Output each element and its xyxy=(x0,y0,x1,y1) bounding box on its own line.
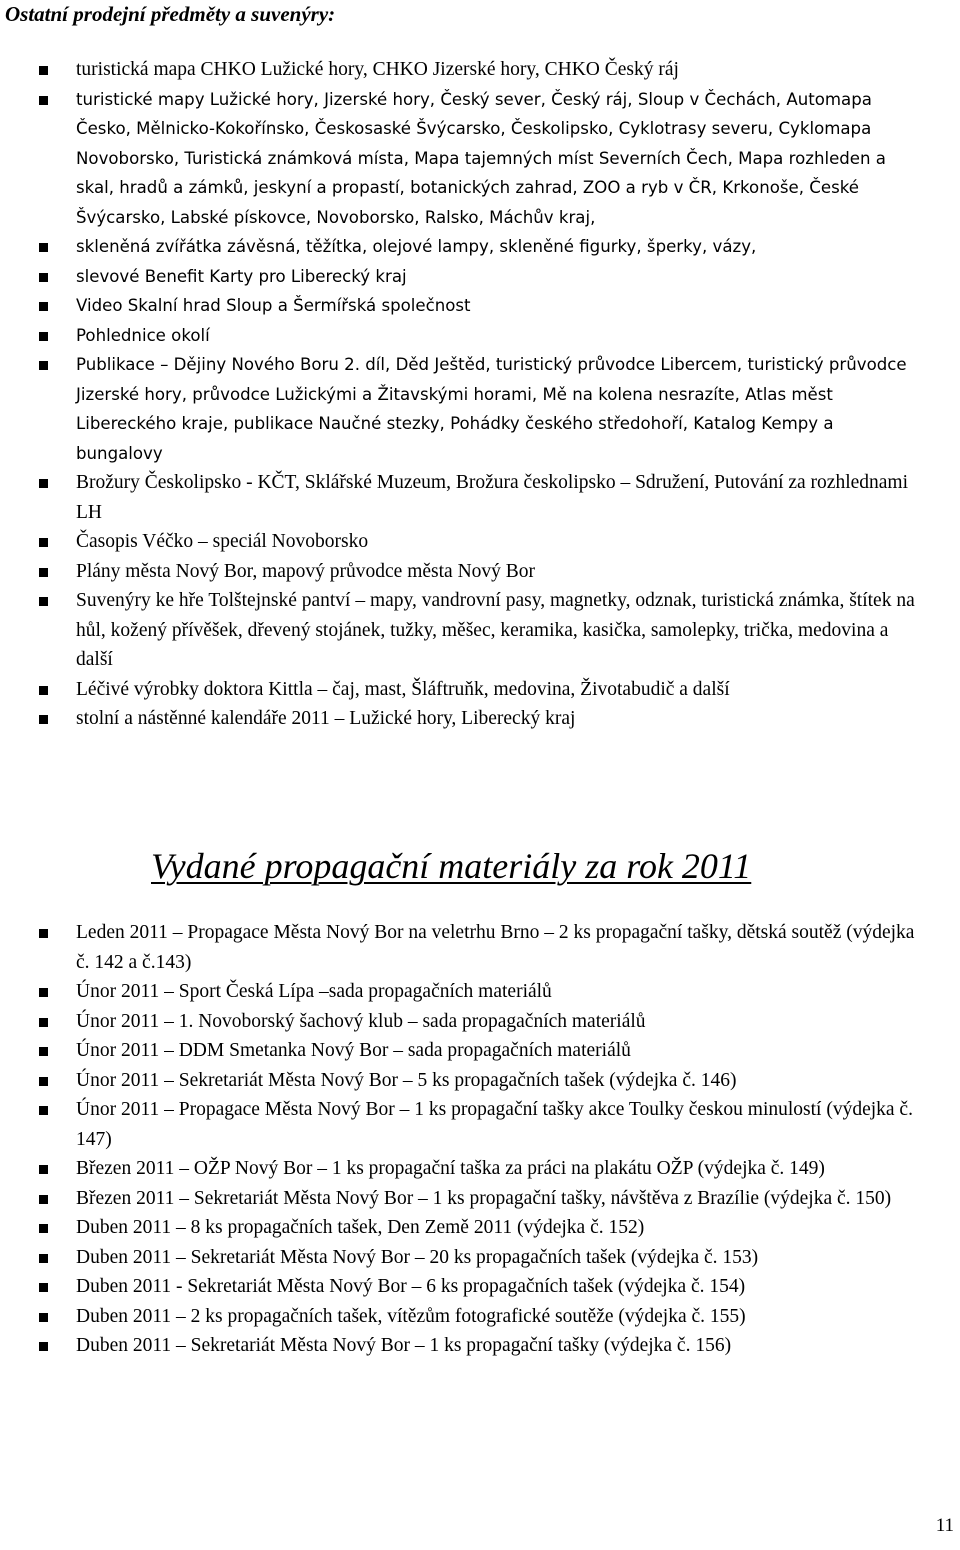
list-item xyxy=(39,1066,919,1096)
list-item-text: Publikace – Dějiny Nového Boru 2. díl, Děd Ještěd, turistický průvodce Libercem, turistický průvodce Jizerské hory, průvodce Lužickými a Žitavskými horami, Mě na kolena nesrazíte, Atlas měst Libereckého kraje, publikace Naučné stezky, Pohádky českého středohoří, Katalog Kempy a bungalovy xyxy=(76,355,907,463)
list-item-text: Pohlednice okolí xyxy=(76,325,210,345)
square-bullet-icon xyxy=(39,273,48,282)
section-heading-materials: Vydané propagační materiály za rok 2011 xyxy=(151,846,752,886)
square-bullet-icon xyxy=(39,686,48,695)
list-item-text: Brožury Českolipsko - KČT, Sklářské Muzeum, Brožura českolipsko – Sdružení, Putování za rozhlednami LH xyxy=(76,472,909,523)
list-item-text: Únor 2011 – DDM Smetanka Nový Bor – sada propagačních materiálů xyxy=(76,1040,631,1061)
list-item-text: Léčivé výrobky doktora Kittla – čaj, mast, Šláftruňk, medovina, Životabudič a další xyxy=(76,678,730,700)
list-item-text: Duben 2011 – Sekretariát Města Nový Bor – 1 ks propagační tašky (výdejka č. 156) xyxy=(76,1335,732,1356)
square-bullet-icon xyxy=(39,1047,48,1056)
list-item xyxy=(39,1184,919,1214)
list-item-text: Časopis Véčko – speciál Novoborsko xyxy=(76,531,369,552)
list-item xyxy=(39,321,919,351)
square-bullet-icon xyxy=(39,1195,48,1204)
list-item-text: turistické mapy Lužické hory, Jizerské hory, Český sever, Český ráj, Sloup v Čechách, Automapa Česko, Mělnicko-Kokořínsko, Českosaské Švýcarsko, Českolipsko, Cyklotrasy severu, Cyklomapa Novoborsko, Turistická známková místa, Mapa tajemných míst Severních Čech, Mapa rozhleden a skal, hradů a zámků, jeskyní a propastí, botanických zahrad, ZOO a ryb v ČR, Krkonoše, České Švýcarsko, Labské pískovce, Novoborsko, Ralsko, Máchův kraj, xyxy=(76,89,886,227)
square-bullet-icon xyxy=(39,1254,48,1263)
list-item xyxy=(39,262,919,292)
square-bullet-icon xyxy=(39,479,48,488)
list-item xyxy=(39,1302,919,1332)
list-item-text: Duben 2011 – Sekretariát Města Nový Bor – 20 ks propagačních tašek (výdejka č. 153) xyxy=(76,1246,759,1268)
square-bullet-icon xyxy=(39,96,48,105)
square-bullet-icon xyxy=(39,1018,48,1027)
list-item xyxy=(39,586,919,675)
square-bullet-icon xyxy=(39,1165,48,1174)
list-item xyxy=(39,85,919,233)
square-bullet-icon xyxy=(39,1224,48,1233)
square-bullet-icon xyxy=(39,332,48,341)
square-bullet-icon xyxy=(39,66,48,75)
list-item-text: Únor 2011 – Sport Česká Lípa –sada propagačních materiálů xyxy=(76,981,552,1002)
square-bullet-icon xyxy=(39,1342,48,1351)
list-item xyxy=(39,557,919,587)
list-item-text: Únor 2011 – Sekretariát Města Nový Bor – 5 ks propagačních tašek (výdejka č. 146) xyxy=(76,1069,737,1091)
square-bullet-icon xyxy=(39,1283,48,1292)
list-item-text: Leden 2011 – Propagace Města Nový Bor na veletrhu Brno – 2 ks propagační tašky, dětská soutěž (výdejka č. 142 a č.143) xyxy=(76,922,915,973)
list-item-text: skleněná zvířátka závěsná, těžítka, olejové lampy, skleněné figurky, šperky, vázy, xyxy=(76,237,757,256)
list-item xyxy=(39,1243,919,1273)
square-bullet-icon xyxy=(39,1106,48,1115)
list-item-text: Únor 2011 – 1. Novoborský šachový klub – sada propagačních materiálů xyxy=(76,1010,646,1032)
square-bullet-icon xyxy=(39,929,48,938)
list-item xyxy=(39,1331,919,1361)
list-item-text: stolní a nástěnné kalendáře 2011 – Lužické hory, Liberecký kraj xyxy=(76,708,576,729)
square-bullet-icon xyxy=(39,1313,48,1322)
square-bullet-icon xyxy=(39,597,48,606)
square-bullet-icon xyxy=(39,568,48,577)
list-item-text: Duben 2011 - Sekretariát Města Nový Bor – 6 ks propagačních tašek (výdejka č. 154) xyxy=(76,1276,746,1297)
list-item-text: turistická mapa CHKO Lužické hory, CHKO Jizerské hory, CHKO Český ráj xyxy=(76,59,679,80)
list-item xyxy=(39,291,919,321)
list-item xyxy=(39,918,919,977)
list-item xyxy=(39,527,919,557)
list-item xyxy=(39,1036,919,1066)
souvenir-list xyxy=(39,55,919,734)
square-bullet-icon xyxy=(39,302,48,311)
list-item-text: Duben 2011 – 2 ks propagačních tašek, vítězům fotografické soutěže (výdejka č. 155) xyxy=(76,1305,746,1327)
list-item xyxy=(39,55,919,85)
square-bullet-icon xyxy=(39,988,48,997)
section-heading-souvenirs: Ostatní prodejní předměty a suvenýry: xyxy=(5,2,336,26)
square-bullet-icon xyxy=(39,1077,48,1086)
list-item-text: slevové Benefit Karty pro Liberecký kraj xyxy=(76,266,407,286)
list-item xyxy=(39,675,919,705)
list-item xyxy=(39,704,919,734)
list-item-text: Video Skalní hrad Sloup a Šermířská společnost xyxy=(76,296,471,315)
square-bullet-icon xyxy=(39,538,48,547)
list-item xyxy=(39,350,919,468)
list-item xyxy=(39,468,919,527)
list-item xyxy=(39,1272,919,1302)
list-item xyxy=(39,977,919,1007)
list-item-text: Duben 2011 – 8 ks propagačních tašek, Den Země 2011 (výdejka č. 152) xyxy=(76,1217,645,1238)
list-item-text: Plány města Nový Bor, mapový průvodce města Nový Bor xyxy=(76,560,536,582)
materials-list xyxy=(39,918,919,1361)
list-item-text: Březen 2011 – OŽP Nový Bor – 1 ks propagační taška za práci na plakátu OŽP (výdejka č. 149) xyxy=(76,1158,825,1179)
square-bullet-icon xyxy=(39,243,48,252)
list-item xyxy=(39,232,919,262)
square-bullet-icon xyxy=(39,361,48,370)
page-number: 11 xyxy=(935,1515,954,1536)
square-bullet-icon xyxy=(39,715,48,724)
list-item xyxy=(39,1095,919,1154)
list-item xyxy=(39,1213,919,1243)
list-item xyxy=(39,1007,919,1037)
list-item-text: Únor 2011 – Propagace Města Nový Bor – 1 ks propagační tašky akce Toulky českou minulostí (výdejka č. 147) xyxy=(76,1099,913,1150)
list-item-text: Březen 2011 – Sekretariát Města Nový Bor – 1 ks propagační tašky, návštěva z Brazílie (výdejka č. 150) xyxy=(76,1187,892,1209)
list-item-text: Suvenýry ke hře Tolštejnské pantví – mapy, vandrovní pasy, magnetky, odznak, turistická známka, štítek na hůl, kožený přívěšek, dřevený stojánek, tužky, měšec, keramika, kasička, samolepky, trička, medovina a další xyxy=(76,590,915,670)
list-item xyxy=(39,1154,919,1184)
